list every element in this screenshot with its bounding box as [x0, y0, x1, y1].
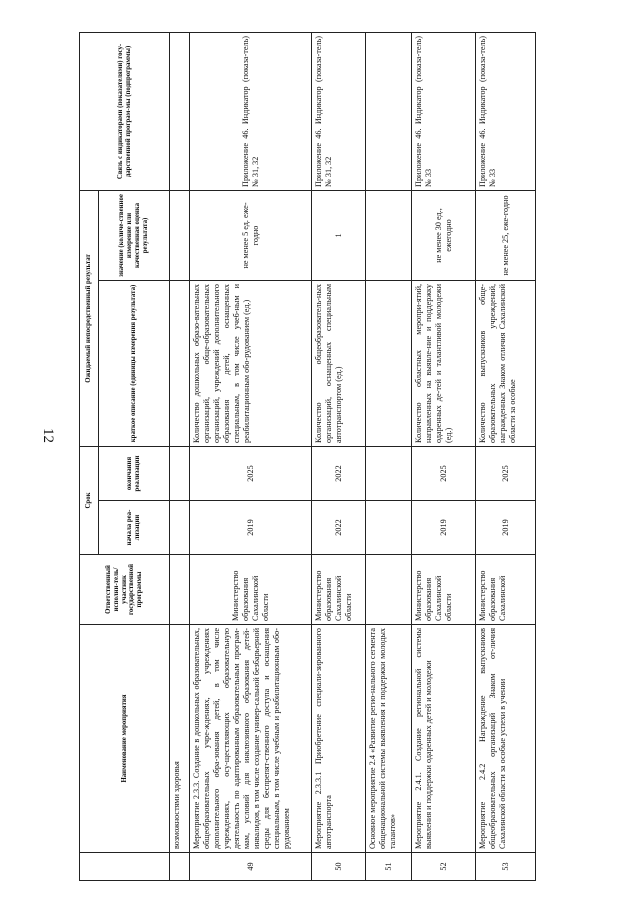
- row-value: не менее 5 ед. еже-годно: [190, 190, 312, 280]
- row-num: [170, 853, 190, 881]
- table-row: [312, 32, 366, 880]
- row-desc: Количество дошкольных образо-вательных организаций, обще-образовательных организаций, учреждений дополнительного образования детей, оснащенных специальным, в том числе учеб-ным и реабилитационным обо-рудованием (ед.): [190, 280, 312, 446]
- row-start: 2019: [476, 501, 536, 555]
- row-num: 53: [476, 853, 536, 881]
- measures-table: [79, 32, 536, 881]
- row-name: Мероприятие 2.3.3. Создание в дошкольных образовательных, общеобразовательных учре-ждениях, учреждениях дополнительного обра-зования детей, в том числе учреждениях, осу-ществляющих образовательную деятельность по адаптированным образовательным програм-мам, условий для инклюзивного образования детей-инвалидов, в том числе создание универ-сальной безбарьерной среды для беспрепят-ственного доступа и оснащения специальным, в том числе учебным и реабилитационным обо-рудованием: [190, 625, 312, 853]
- row-num: 50: [312, 853, 366, 881]
- header-term: Срок: [80, 446, 99, 554]
- row-start: 2019: [190, 501, 312, 555]
- row-name: Мероприятие 2.3.3.1 Приобретение специали-зированного автотранспорта: [312, 625, 366, 853]
- header-result: Ожидаемый непосредственный результат: [80, 190, 99, 446]
- row-desc: Количество выпускников обще-образовательных учреждений, награжденных Знаком отличия Сахалинской области за особые: [476, 280, 536, 446]
- header-responsible: Ответственный исполни-тель/участник государственной программы: [80, 555, 170, 625]
- rotated-table-sheet: [79, 33, 596, 881]
- row-start: 2019: [412, 501, 476, 555]
- row-name: возможностями здоровья: [170, 625, 190, 853]
- row-desc: [366, 280, 412, 446]
- row-desc: Количество общеобразователь-ных организаций, оснащенных специальным автотранспортом (ед.): [312, 280, 366, 446]
- row-responsible: Министерство образования Сахалинской области: [412, 555, 476, 625]
- header-start: начала реа-лизации: [99, 501, 170, 555]
- table-row: [412, 32, 476, 880]
- row-value: 1: [312, 190, 366, 280]
- row-responsible: Министерство образования Сахалинской: [476, 555, 536, 625]
- header-value: значение (количе-ственное измерение или качественная оценка результата): [99, 190, 170, 280]
- row-num: 52: [412, 853, 476, 881]
- row-link: Приложение 46. Индикатор (показа-тель) № 31, 32: [190, 32, 312, 190]
- row-link: [366, 32, 412, 190]
- row-responsible: Министерство образования Сахалинской области: [190, 555, 312, 625]
- row-desc: [170, 280, 190, 446]
- row-start: [366, 501, 412, 555]
- row-link: Приложение 46. Индикатор (показа-тель) № 33: [476, 32, 536, 190]
- row-num: 51: [366, 853, 412, 881]
- row-link: Приложение 46. Индикатор (показа-тель) № 33: [412, 32, 476, 190]
- row-link: Приложение 46. Индикатор (показа-тель) № 31, 32: [312, 32, 366, 190]
- row-end: 2025: [476, 446, 536, 500]
- row-name: Мероприятие 2.4.2 Награждение выпускников общеобразовательных организаций Знаком от-личия Сахалинской области за особые успехи в учении: [476, 625, 536, 853]
- row-desc: Количество областных меропри-ятий, направленных на выявле-ние и поддержку одаренных де-тей и талантливой молодежи (ед.): [412, 280, 476, 446]
- row-value: не менее 30 ед., ежегодно: [412, 190, 476, 280]
- row-start: 2022: [312, 501, 366, 555]
- row-name: Основное мероприятие 2.4 «Развитие регио-нального сегмента общенациональной системы выявления и поддержки молодых талантов»: [366, 625, 412, 853]
- row-end: 2025: [190, 446, 312, 500]
- header-end: окончания реализации: [99, 446, 170, 500]
- row-responsible: [170, 555, 190, 625]
- table-row: [170, 32, 190, 880]
- row-value: не менее 25, еже-годно: [476, 190, 536, 280]
- row-value: [170, 190, 190, 280]
- row-link: [170, 32, 190, 190]
- row-end: 2022: [312, 446, 366, 500]
- header-desc: краткое описание (единицы измерения результата): [99, 280, 170, 446]
- row-end: 2025: [412, 446, 476, 500]
- row-value: [366, 190, 412, 280]
- table-row: [190, 32, 312, 880]
- header-link: Связь с индикаторами (показателями) госу-дарственной програм-мы (подпрограммы): [80, 32, 170, 190]
- header-num: [80, 853, 170, 881]
- table-row: [366, 32, 412, 880]
- page-number: 12: [40, 428, 56, 443]
- table-row: [476, 32, 536, 880]
- row-responsible: Министерство образования Сахалинской области: [312, 555, 366, 625]
- row-name: Мероприятие 2.4.1. Создание региональной системы выявления и поддержки одаренных детей и молодежи: [412, 625, 476, 853]
- row-start: [170, 501, 190, 555]
- row-end: [366, 446, 412, 500]
- header-name: Наименование мероприятия: [80, 625, 170, 853]
- row-num: 49: [190, 853, 312, 881]
- row-responsible: [366, 555, 412, 625]
- row-end: [170, 446, 190, 500]
